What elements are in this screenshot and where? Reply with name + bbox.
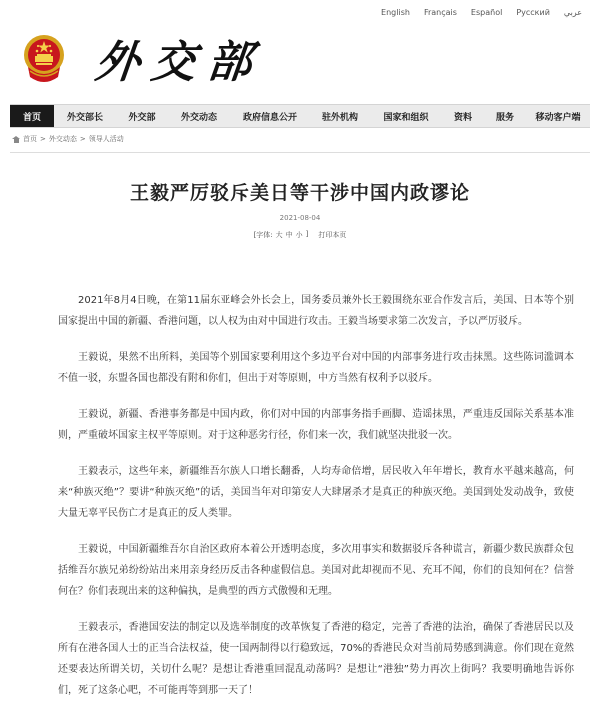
lang-french[interactable]: Français [423, 8, 457, 17]
article-body [58, 290, 574, 716]
breadcrumb-separator: > [79, 135, 86, 143]
lang-english[interactable]: English [381, 8, 410, 17]
nav-ministry[interactable]: 外交部 [128, 112, 156, 123]
language-bar [381, 8, 582, 17]
home-icon [12, 136, 20, 143]
font-size-medium[interactable]: 中 [285, 231, 293, 239]
nav-foreign-minister[interactable]: 外交部长 [66, 112, 103, 123]
lang-russian[interactable]: Русский [516, 8, 550, 17]
nav-countries[interactable]: 国家和组织 [383, 112, 429, 123]
nav-mobile-app[interactable]: 移动客户端 [535, 112, 581, 123]
font-size-large[interactable]: 大 [275, 231, 283, 239]
article-title: 王毅严厉驳斥美日等干涉中国内政谬论 [129, 182, 470, 204]
header-divider [10, 152, 590, 153]
font-size-close: ] [305, 230, 309, 238]
nav-gov-info[interactable]: 政府信息公开 [242, 112, 297, 123]
article-paragraph: 王毅说，新疆、香港事务都是中国内政，你们对中国的内部事务指手画脚、造谣抹黑，严重违反国际关系基本准则，严重破坏国家主权平等原则。对于这种恶劣行径，你们来一次，我们就坚决批驳一次。 [58, 409, 574, 441]
lang-spanish[interactable]: Español [470, 8, 503, 17]
breadcrumb-diplomatic-news[interactable]: 外交动态 [48, 135, 77, 143]
article-paragraph: 王毅表示，香港国安法的制定以及选举制度的改革恢复了香港的稳定，完善了香港的法治，确保了香港居民以及所有在港各国人士的正当合法权益，使一国两制得以行稳致远，70%的香港民众对当前局势感到满意。你们现在竟然还要表达所谓关切，关切什么呢？是想让香港重回混乱动荡吗？是想让“港独”势力再次上街吗？我要明确地告诉你们，死了这条心吧，不可能再等到那一天了！ [58, 622, 574, 696]
site-wordmark[interactable]: 外交部 [92, 37, 267, 88]
article-paragraph: 王毅说，中国新疆维吾尔自治区政府本着公开透明态度，多次用事实和数据驳斥各种谎言，新疆少数民族群众包括维吾尔族兄弟纷纷站出来用亲身经历反击各种虚假信息。美国对此却视而不见、充耳不闻，你们的良知何在？信誉何在？你们表现出来的这种偏执，是典型的西方式傲慢和无理。 [58, 544, 574, 597]
font-size-selector [254, 230, 309, 240]
nav-diplomatic-news[interactable]: 外交动态 [180, 112, 217, 123]
breadcrumb-leader-activities[interactable]: 领导人活动 [88, 135, 124, 143]
main-nav [10, 104, 590, 128]
article-paragraph: 王毅说，果然不出所料，美国等个别国家要利用这个多边平台对中国的内部事务进行攻击抹黑。这些陈词滥调本不值一驳，东盟各国也都没有附和你们，但出于对等原则，中方当然有权利予以驳斥。 [58, 352, 574, 384]
breadcrumb-home[interactable]: 首页 [23, 135, 37, 143]
national-emblem-icon[interactable] [22, 31, 66, 85]
print-link[interactable]: 打印本页 [318, 231, 347, 239]
site-header [22, 22, 267, 94]
nav-missions[interactable]: 驻外机构 [321, 112, 358, 123]
nav-resources[interactable]: 资料 [453, 112, 472, 123]
article-paragraph: 2021年8月4日晚，在第11届东亚峰会外长会上，国务委员兼外长王毅围绕东亚合作发言后，美国、日本等个别国家提出中国的新疆、香港问题，以人权为由对中国进行攻击。王毅当场要求第二次发言，予以严厉驳斥。 [58, 295, 574, 327]
lang-arabic[interactable]: عربي [563, 8, 582, 17]
nav-home[interactable]: 首页 [10, 105, 54, 127]
article-date: 2021-08-04 [279, 214, 321, 222]
font-size-small[interactable]: 小 [295, 231, 303, 239]
font-size-label: [字体: [253, 231, 273, 239]
breadcrumb-separator: > [40, 135, 46, 143]
nav-services[interactable]: 服务 [495, 112, 514, 123]
article-tools [0, 230, 600, 240]
article-paragraph: 王毅表示，这些年来，新疆维吾尔族人口增长翻番，人均寿命倍增，居民收入年年增长，教育水平越来越高，何来“种族灭绝”？要讲“种族灭绝”的话，美国当年对印第安人大肆屠杀才是真正的种族灭绝。美国到处发动战争，致使大量无辜平民伤亡才是真正的反人类罪。 [58, 466, 574, 519]
breadcrumb [12, 134, 124, 144]
